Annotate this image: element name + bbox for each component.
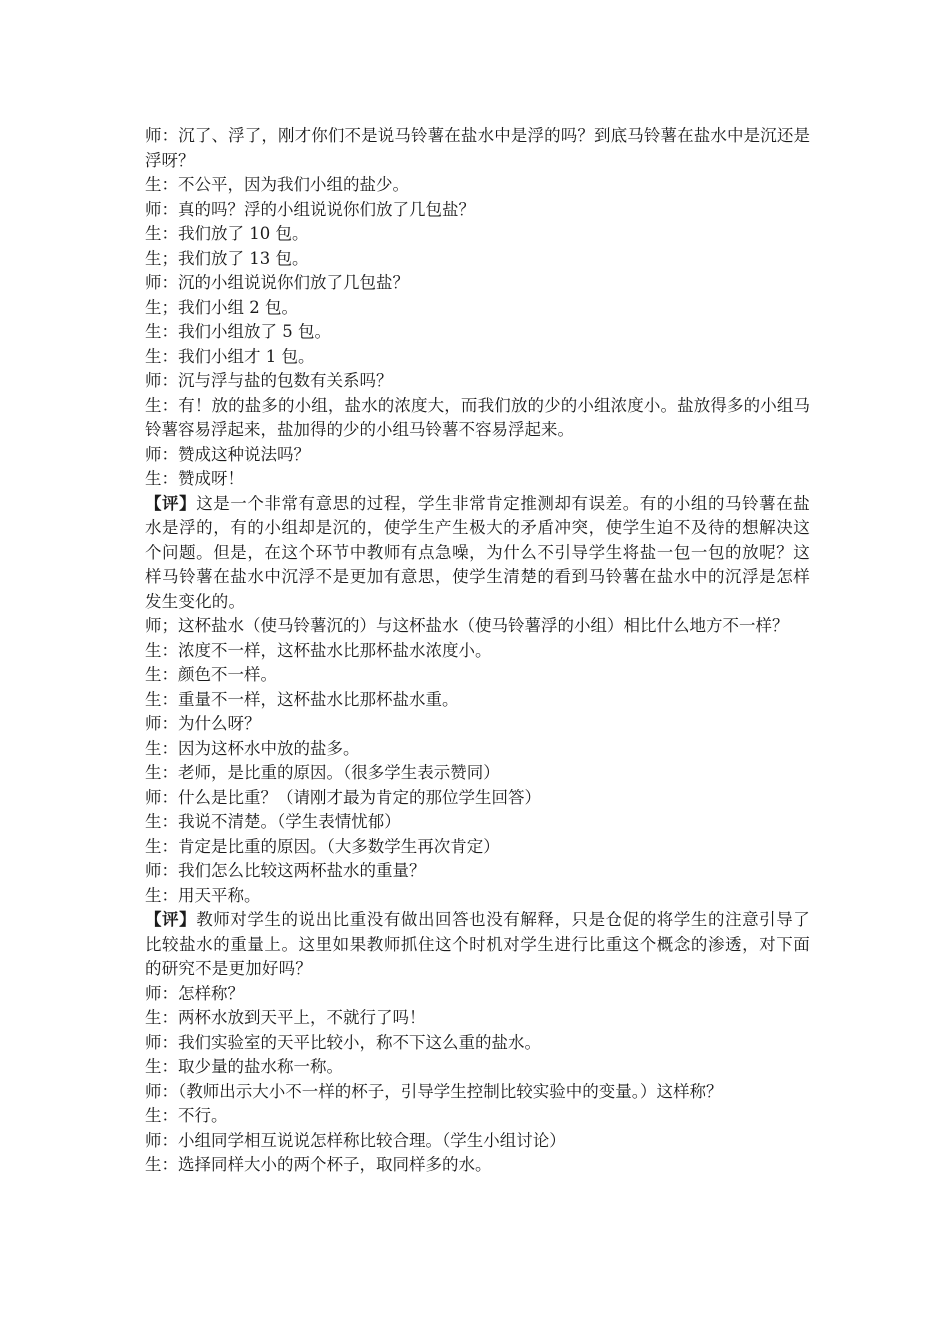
- dialogue-line: 师：真的吗？浮的小组说说你们放了几包盐？: [145, 199, 475, 219]
- commentary-tag: 【评】: [145, 493, 197, 513]
- dialogue-line: 师：为什么呀？: [145, 714, 261, 733]
- dialogue-line: 师：我们实验室的天平比较小，称不下这么重的盐水。: [145, 1032, 541, 1052]
- dialogue-line: 生：颜色不一样。: [145, 665, 277, 684]
- dialogue-line: 生：不公平，因为我们小组的盐少。: [145, 175, 409, 194]
- dialogue-line: 师：沉的小组说说你们放了几包盐？: [145, 273, 409, 292]
- dialogue-line: 师；这杯盐水（使马铃薯沉的）与这杯盐水（使马铃薯浮的小组）相比什么地方不一样？: [145, 616, 789, 635]
- commentary-text: 这是一个非常有意思的过程，学生非常肯定推测却有误差。有的小组的马铃薯在盐水是浮的，有的小组却是沉的，使学生产生极大的矛盾冲突，使学生迫不及待的想解决这个问题。但是，在这个环节中教师有点急噪，为什么不引导学生将盐一包一包的放呢？这样马铃薯在盐水中沉浮不是更加有意思，使学生清楚的看到马铃薯在盐水中的沉浮是怎样发生变化的。: [145, 493, 810, 611]
- dialogue-line: 生：两杯水放到天平上，不就行了吗！: [145, 1008, 426, 1027]
- dialogue-line: 生；我们小组 2 包。: [145, 297, 298, 317]
- commentary-text: 教师对学生的说出比重没有做出回答也没有解释，只是仓促的将学生的注意引导了比较盐水的重量上。这里如果教师抓住这个时机对学生进行比重这个概念的渗透，对下面的研究不是更加好吗？: [145, 910, 810, 978]
- commentary-paragraph: [145, 492, 810, 615]
- dialogue-line: 生：选择同样大小的两个杯子，取同样多的水。: [145, 1155, 492, 1174]
- commentary-tag: 【评】: [145, 910, 197, 929]
- dialogue-line: 生；我们放了 13 包。: [145, 248, 309, 268]
- dialogue-line: 师：赞成这种说法吗？: [145, 444, 310, 464]
- dialogue-line: 师：我们怎么比较这两杯盐水的重量？: [145, 861, 426, 880]
- dialogue-line: 生：取少量的盐水称一称。: [145, 1057, 343, 1076]
- dialogue-line: 生：用天平称。: [145, 885, 261, 905]
- dialogue-line: 师：（教师出示大小不一样的杯子，引导学生控制比较实验中的变量。）这样称？: [145, 1081, 723, 1101]
- dialogue-line: 生：肯定是比重的原因。（大多数学生再次肯定）: [145, 836, 500, 856]
- commentary-paragraph: [145, 908, 810, 982]
- document-page: [145, 124, 810, 1178]
- dialogue-line: 生：有！放的盐多的小组，盐水的浓度大，而我们放的少的小组浓度小。盐放得多的小组马铃薯容易浮起来，盐加得的少的小组马铃薯不容易浮起来。: [145, 395, 810, 439]
- dialogue-line: 生：重量不一样，这杯盐水比那杯盐水重。: [145, 689, 459, 709]
- dialogue-line: 师：小组同学相互说说怎样称比较合理。（学生小组讨论）: [145, 1130, 566, 1150]
- dialogue-line: 生：我说不清楚。（学生表情忧郁）: [145, 812, 401, 831]
- dialogue-line: 师：怎样称？: [145, 983, 244, 1003]
- dialogue-line: 生：老师，是比重的原因。（很多学生表示赞同）: [145, 763, 500, 782]
- dialogue-line: 生：因为这杯水中放的盐多。: [145, 738, 360, 758]
- dialogue-line: 生：我们小组才 1 包。: [145, 346, 315, 366]
- dialogue-line: 生：我们放了 10 包。: [145, 224, 309, 243]
- dialogue-line: 生：浓度不一样，这杯盐水比那杯盐水浓度小。: [145, 640, 492, 660]
- dialogue-line: 师：沉了、浮了，刚才你们不是说马铃薯在盐水中是浮的吗？到底马铃薯在盐水中是沉还是浮呀？: [145, 126, 810, 170]
- dialogue-line: 师：什么是比重？（请刚才最为肯定的那位学生回答）: [145, 787, 541, 807]
- dialogue-line: 师：沉与浮与盐的包数有关系吗？: [145, 371, 393, 390]
- dialogue-line: 生：我们小组放了 5 包。: [145, 322, 331, 341]
- dialogue-line: 生：不行。: [145, 1106, 228, 1125]
- dialogue-line: 生：赞成呀！: [145, 469, 244, 488]
